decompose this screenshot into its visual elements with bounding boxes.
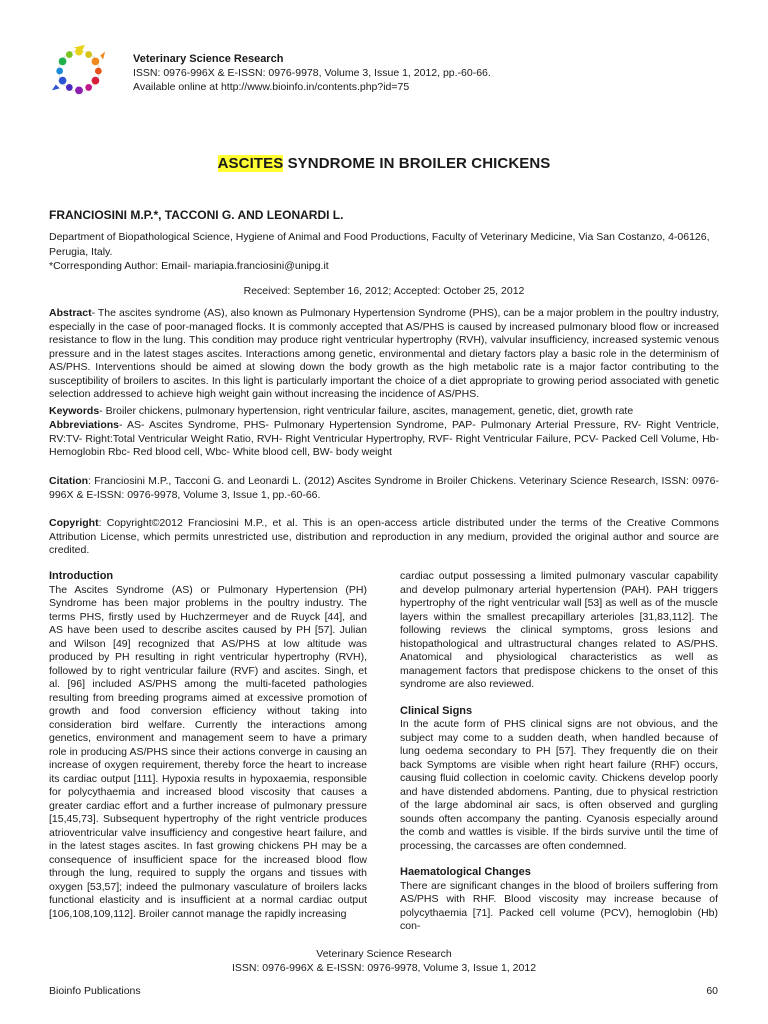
abstract-text: - The ascites syndrome (AS), also known as Pulmonary Hypertension Syndrome (PHS), can be a major problem in the poultry industry, especially in the case of poor-managed flocks. It is commonly accepted that AS/PHS is caused by increased pulmonary blood flow or increased resistance to flow in the lung. This condition may produce right ventricular hypertrophy (RVH), valvular insufficiency, increased systemic venous pressure and in the latest stages ascites. Interactions among genetic, environmental and dietary factors play a basic role in the determinism of AS/PHS. Interventions should be aimed at slowing down the body growth as the high metabolic rate is a major factor contributing to the susceptibility of broilers to ascites. In this light is particularly important the choice of a diet appropriate to growing period associated with genetic selection addressed to achieve high weight gain without increasing the incidence of AS/PHS. xyxy=(49,307,719,400)
article-title xyxy=(0,155,768,172)
footer-journal xyxy=(0,947,768,975)
journal-header xyxy=(133,52,491,94)
abbreviations-text: - AS- Ascites Syndrome, PHS- Pulmonary Hypertension Syndrome, PAP- Pulmonary Arterial Pressure, RV- Right Ventricle, RV:TV- Right:Total Ventricular Weight Ratio, RVH- Right Ventricular Hypertrophy, RVF- Right Ventricular Failure, PCV- Packed Cell Volume, Hb- Hemoglobin Rbc- Red blood cell, Wbc- White blood cell, BW- body weight xyxy=(49,419,719,458)
right-column xyxy=(400,570,718,934)
footer-publisher: Bioinfo Publications xyxy=(49,985,141,997)
affiliation-block xyxy=(49,230,719,274)
clinical-signs-text: In the acute form of PHS clinical signs are not obvious, and the subject may come to a sudden death, when handled because of lung oedema secondary to PH [57]. They frequently die on their back Symptoms are visible when right heart failure (RHF) occurs, causing fluid collection in coelomic cavity. Chickens develop poorly and have distended abdomens. Panting, due to physical restriction of the large abdominal air sacs, is often observed and gurgling sounds often accompany the panting. Cyanosis especially around the comb and wattles is visible. If the birds survive until the time of processing, the carcasses are often condemned. xyxy=(400,718,718,852)
keywords xyxy=(49,405,719,419)
clinical-signs-heading: Clinical Signs xyxy=(400,704,473,717)
citation-label: Citation xyxy=(49,475,89,487)
left-column xyxy=(49,570,367,921)
authors: FRANCIOSINI M.P.*, TACCONI G. AND LEONARDI L. xyxy=(49,208,344,222)
introduction-heading: Introduction xyxy=(49,570,114,582)
journal-online-link[interactable]: Available online at http://www.bioinfo.in/contents.php?id=75 xyxy=(133,81,410,93)
footer-journal-name: Veterinary Science Research xyxy=(316,948,452,960)
copyright xyxy=(49,517,719,558)
introduction-text: The Ascites Syndrome (AS) or Pulmonary Hypertension (PH) Syndrome has been major problems in the poultry industry. The terms PHS, firstly used by Huchzermeyer and de Ruyck [44], and AS have been used to describe ascites caused by PH [57]. Julian and Wilson [49] recognized that AS/PHS at low altitude was produced by PH resulting in right ventricular hypertrophy (RVH), followed by to right ventricular failure (RVF) and ascites. Singh, et al. [96] included AS/PHS among the multi-faceted pathologies resulting from breeding programs aimed at excessive promotion of growth and food conversion efficiency without taking into consideration bird welfare. Currently the interactions among genetics, environment and management seem to have a primary role in producing AS/PHS since their actions converge in causing an increase of oxygen requirement, thereby force the heart to increase its cardiac output [111]. Hypoxia results in hypoxaemia, responsible for polycythaemia and increased blood viscosity that causes a greater cardiac effort and a further increase of pulmonary pressure [15,45,73]. Subsequent hypertrophy of the right ventricle produces atrioventricular valve insufficiency and congestive heart failure, and in the latest stages ascites. In fast growing chickens PH may be a consequence of insufficient space for the increased blood flow through the lung, required to supply the organs and tissues with oxygen [53,57]; indeed the pulmonary vasculature of broilers lacks functional elasticity and is insufficient at a normal cardiac output [106,108,109,112]. Broiler cannot manage the rapidly increasing xyxy=(49,583,367,920)
page-number: 60 xyxy=(706,985,718,997)
copyright-label: Copyright xyxy=(49,517,99,529)
haematological-text: There are significant changes in the blood of broilers suffering from AS/PHS with RHF. Blood viscosity may increase because of polycythaemia [71]. Packed cell volume (PCV), hemoglobin (Hb) con- xyxy=(400,879,718,932)
affiliation: Department of Biopathological Science, Hygiene of Animal and Food Productions, Faculty of Veterinary Medicine, Via San Costanzo, 4-06126, Perugia, Italy. xyxy=(49,231,710,258)
received-dates: Received: September 16, 2012; Accepted: October 25, 2012 xyxy=(243,285,525,297)
keywords-label: Keywords xyxy=(49,405,100,417)
abbreviations xyxy=(49,419,719,460)
journal-issn: ISSN: 0976-996X & E-ISSN: 0976-9978, Volume 3, Issue 1, 2012, pp.-60-66. xyxy=(133,67,491,79)
copyright-text: : Copyright©2012 Franciosini M.P., et al. This is an open-access article distributed under the terms of the Creative Commons Attribution License, which permits unrestricted use, distribution and reproduction in any medium, provided the original author and source are credited. xyxy=(49,517,719,556)
haematological-heading: Haematological Changes xyxy=(400,866,531,878)
footer-issn: ISSN: 0976-996X & E-ISSN: 0976-9978, Volume 3, Issue 1, 2012 xyxy=(231,962,537,974)
introduction-continued: cardiac output possessing a limited pulmonary vascular capability and develop pulmonary arterial hypertension (PAH). PAH triggers hypertrophy of the right ventricular wall [53] as well as of the muscle layers within the smallest precapillary arterioles [31,83,112]. The following reviews the clinical symptoms, gross lesions and histopathological and ultrastructural changes related to AS/PHS. Anatomical and physiological characteristics as well as management factors that predispose chickens to the onset of this syndrome are also reviewed. xyxy=(400,570,718,690)
keywords-text: - Broiler chickens, pulmonary hypertension, right ventricular failure, ascites, management, genetic, diet, growth rate xyxy=(99,405,634,417)
citation xyxy=(49,475,719,502)
abstract-label: Abstract xyxy=(49,307,92,319)
title-highlight: ASCITES xyxy=(217,155,284,172)
journal-name: Veterinary Science Research xyxy=(133,53,284,65)
citation-text: : Franciosini M.P., Tacconi G. and Leonardi L. (2012) Ascites Syndrome in Broiler Chickens. Veterinary Science Research, ISSN: 0976-996X & E-ISSN: 0976-9978, Volume 3, Issue 1, pp.-60-66. xyxy=(49,475,719,501)
title-rest: SYNDROME IN BROILER CHICKENS xyxy=(283,155,551,172)
corresponding-author: *Corresponding Author: Email- mariapia.franciosini@unipg.it xyxy=(49,260,329,272)
journal-logo xyxy=(50,42,108,100)
abstract xyxy=(49,307,719,402)
abbreviations-label: Abbreviations xyxy=(49,419,120,431)
